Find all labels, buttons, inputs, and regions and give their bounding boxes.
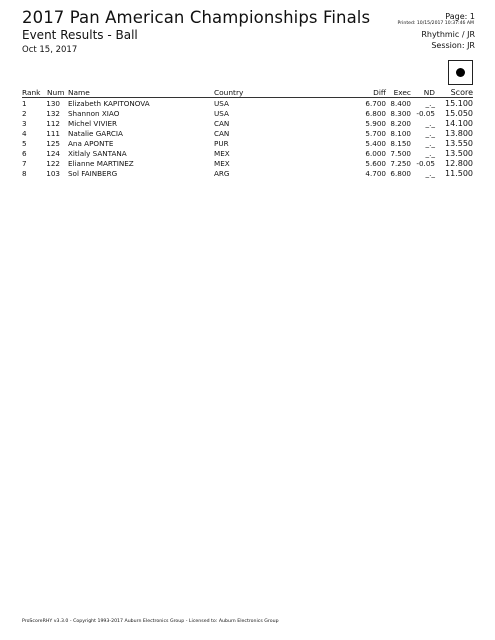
rank-cell: 7 [22,159,27,168]
col-score-header: Score [450,88,473,97]
exec-cell: 6.800 [390,169,411,178]
apparatus-box [448,60,473,85]
col-name-header: Name [68,88,90,97]
diff-cell: 6.700 [365,99,386,108]
num-cell: 132 [46,109,60,118]
nd-cell: -0.05 [416,159,435,168]
nd-cell: _._ [425,149,435,158]
diff-cell: 5.700 [365,129,386,138]
rank-cell: 1 [22,99,27,108]
country-cell: MEX [214,159,230,168]
session-label: Session: JR [431,41,475,50]
nd-cell: _._ [425,129,435,138]
exec-cell: 8.150 [390,139,411,148]
diff-cell: 5.600 [365,159,386,168]
name-cell: Natalie GARCIA [68,129,123,138]
score-cell: 13.800 [445,129,473,138]
country-cell: CAN [214,119,230,128]
nd-cell: -0.05 [416,109,435,118]
rank-cell: 4 [22,129,27,138]
rank-cell: 5 [22,139,27,148]
table-row [0,149,495,159]
name-cell: Shannon XIAO [68,109,120,118]
country-cell: MEX [214,149,230,158]
table-row [0,119,495,129]
rank-cell: 6 [22,149,27,158]
diff-cell: 5.400 [365,139,386,148]
nd-cell: _._ [425,119,435,128]
col-diff-header: Diff [373,88,386,97]
col-num-header: Num [47,88,65,97]
col-nd-header: ND [423,88,435,97]
diff-cell: 6.800 [365,109,386,118]
score-cell: 15.100 [445,99,473,108]
name-cell: Sol FAINBERG [68,169,118,178]
diff-cell: 5.900 [365,119,386,128]
score-cell: 13.500 [445,149,473,158]
score-cell: 13.550 [445,139,473,148]
rank-cell: 3 [22,119,27,128]
exec-cell: 8.100 [390,129,411,138]
country-cell: CAN [214,129,230,138]
ball-icon [456,68,465,77]
country-cell: USA [214,99,229,108]
exec-cell: 7.250 [390,159,411,168]
footer-copyright: ProScoreRHY v3.3.0 - Copyright 1993-2017 Auburn Electronics Group - Licensed to: Auburn Electronics Group [22,619,279,624]
table-row [0,139,495,149]
diff-cell: 6.000 [365,149,386,158]
exec-cell: 8.200 [390,119,411,128]
num-cell: 130 [46,99,60,108]
nd-cell: _._ [425,169,435,178]
printed-timestamp: Printed: 10/15/2017 10:37:46 AM [397,21,474,26]
rank-cell: 8 [22,169,27,178]
score-cell: 15.050 [445,109,473,118]
event-subtitle: Event Results - Ball [22,28,138,42]
rank-cell: 2 [22,109,27,118]
name-cell: Xitlaly SANTANA [68,149,127,158]
table-row [0,169,495,179]
col-rank-header: Rank [22,88,41,97]
name-cell: Elizabeth KAPITONOVA [68,99,150,108]
num-cell: 125 [46,139,60,148]
country-cell: USA [214,109,229,118]
country-cell: ARG [214,169,230,178]
col-exec-header: Exec [393,88,411,97]
discipline-label: Rhythmic / JR [421,30,475,39]
name-cell: Michel VIVIER [68,119,118,128]
num-cell: 124 [46,149,60,158]
exec-cell: 8.300 [390,109,411,118]
diff-cell: 4.700 [365,169,386,178]
exec-cell: 8.400 [390,99,411,108]
name-cell: Elianne MARTINEZ [68,159,134,168]
nd-cell: _._ [425,99,435,108]
nd-cell: _._ [425,139,435,148]
country-cell: PUR [214,139,229,148]
num-cell: 111 [46,129,60,138]
page-number: Page: 1 [445,12,475,21]
num-cell: 112 [46,119,60,128]
header-divider [22,97,473,98]
table-row [0,159,495,169]
table-row [0,99,495,109]
score-cell: 12.800 [445,159,473,168]
table-row [0,109,495,119]
score-cell: 14.100 [445,119,473,128]
event-date: Oct 15, 2017 [22,45,78,55]
name-cell: Ana APONTE [68,139,114,148]
table-row [0,129,495,139]
page-title: 2017 Pan American Championships Finals [22,8,371,27]
exec-cell: 7.500 [390,149,411,158]
num-cell: 122 [46,159,60,168]
num-cell: 103 [46,169,60,178]
score-cell: 11.500 [445,169,473,178]
col-country-header: Country [214,88,244,97]
